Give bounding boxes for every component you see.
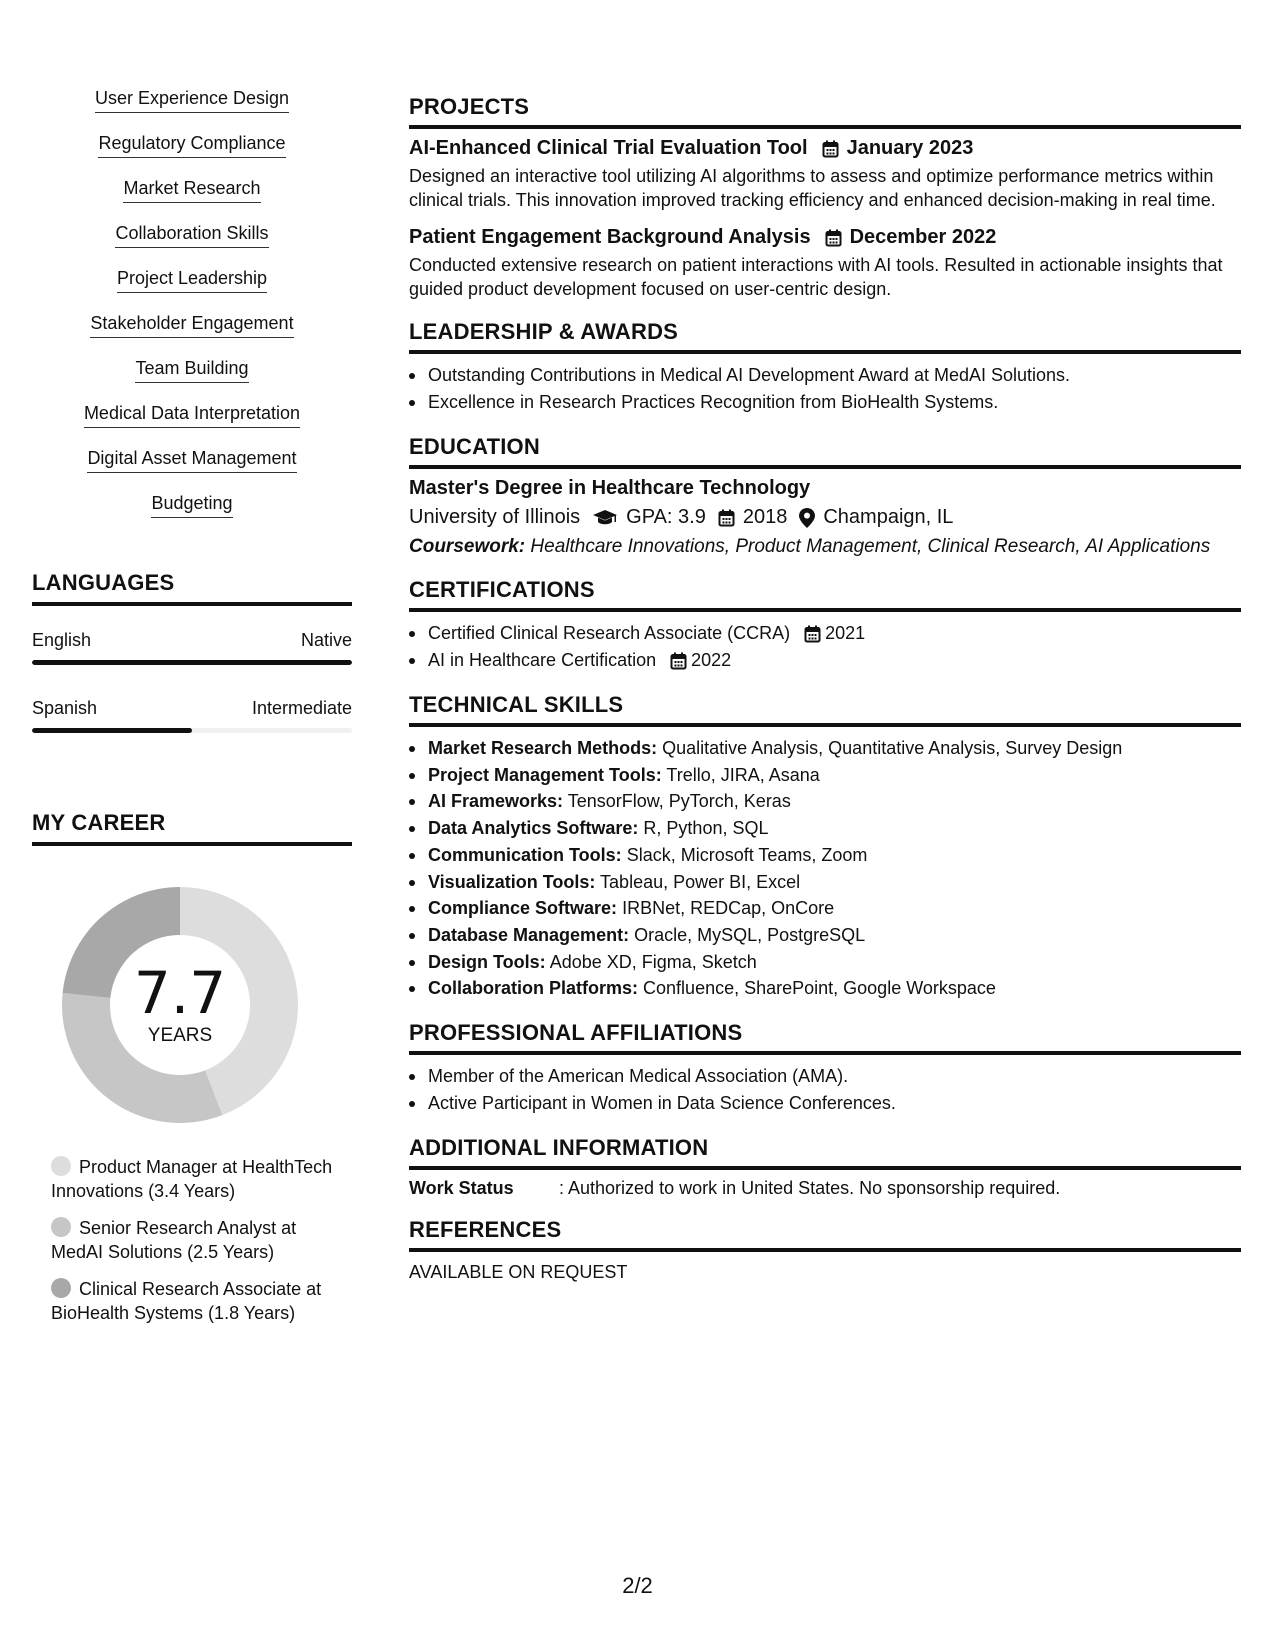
skill-item: Market Research [123,176,260,221]
leadership-list [409,362,1241,416]
affiliations-section [409,1020,1241,1117]
list-item: AI Frameworks: TensorFlow, PyTorch, Keras [409,788,1241,815]
list-item: Member of the American Medical Association (AMA). [409,1063,1241,1090]
left-column [32,86,352,1323]
project-title-row [409,226,1241,249]
project-title-row [409,137,1241,160]
additional-info-section [409,1135,1241,1199]
affiliations-heading: PROFESSIONAL AFFILIATIONS [409,1020,1241,1055]
languages-section [32,570,352,733]
list-item: Communication Tools: Slack, Microsoft Teams, Zoom [409,842,1241,869]
language-proficiency-bar [32,728,352,733]
legend-dot-icon [51,1217,71,1237]
references-text: AVAILABLE ON REQUEST [409,1262,628,1283]
certification-name: Certified Clinical Research Associate (CCRA) [428,623,791,643]
school-name: University of Illinois [409,506,581,528]
project-date: January 2023 [846,137,974,159]
calendar-icon [822,140,839,158]
gpa: GPA: 3.9 [626,506,706,528]
project-title: Patient Engagement Background Analysis [409,226,811,248]
degree-title: Master's Degree in Healthcare Technology [409,477,811,499]
school-location: Champaign, IL [823,506,954,528]
right-column [409,94,1241,1301]
career-legend-item: Product Manager at HealthTech Innovations (3.4 Years) [51,1157,333,1201]
project-date: December 2022 [849,226,997,248]
calendar-icon [670,652,687,670]
language-name: English [32,630,92,650]
list-item: Outstanding Contributions in Medical AI Development Award at MedAI Solutions. [409,362,1241,389]
list-item [409,647,1241,674]
career-legend [51,1155,336,1325]
skill-item: User Experience Design [95,86,289,131]
calendar-icon [804,625,821,643]
list-item: Data Analytics Software: R, Python, SQL [409,815,1241,842]
legend-dot-icon [51,1278,71,1298]
list-item: Excellence in Research Practices Recognition from BioHealth Systems. [409,389,1241,416]
skill-item: Collaboration Skills [115,221,268,266]
career-total-years: 7.7 [133,959,227,1027]
certifications-section [409,577,1241,674]
list-item: Compliance Software: IRBNet, REDCap, OnCore [409,895,1241,922]
project-description: Conducted extensive research on patient interactions with AI tools. Resulted in actionable insights that guided product development focused on user-centric design. [409,255,1223,299]
list-item [409,620,1241,647]
skill-item: Digital Asset Management [87,446,296,491]
legend-dot-icon [51,1156,71,1176]
graduation-cap-icon [592,509,618,527]
calendar-icon [718,509,735,527]
list-item: Market Research Methods: Qualitative Analysis, Quantitative Analysis, Survey Design [409,735,1241,762]
calendar-icon [825,229,842,247]
work-status-label: Work Status [409,1178,514,1199]
affiliations-list [409,1063,1241,1117]
work-status-value: : Authorized to work in United States. No sponsorship required. [559,1178,1061,1199]
education-section [409,434,1241,559]
skill-item: Medical Data Interpretation [84,401,300,446]
list-item: Active Participant in Women in Data Science Conferences. [409,1090,1241,1117]
language-name: Spanish [32,698,98,718]
skill-item: Regulatory Compliance [98,131,285,176]
languages-heading: LANGUAGES [32,570,352,606]
work-status-row [409,1178,1241,1199]
skills-list [32,86,352,536]
skill-item: Project Leadership [117,266,267,311]
coursework-label: Coursework: [409,536,526,557]
technical-skills-list [409,735,1241,1002]
career-section [32,810,352,1338]
skill-item: Budgeting [151,491,232,536]
project-description: Designed an interactive tool utilizing AI algorithms to assess and optimize performance metrics within clinical trials. This innovation improved tracking efficiency and enhanced decision-making in real time. [409,166,1216,210]
certification-year: 2021 [825,623,866,643]
technical-skills-heading: TECHNICAL SKILLS [409,692,1241,727]
additional-info-heading: ADDITIONAL INFORMATION [409,1135,1241,1170]
list-item: Design Tools: Adobe XD, Figma, Sketch [409,949,1241,976]
list-item: Collaboration Platforms: Confluence, SharePoint, Google Workspace [409,975,1241,1002]
language-item [32,630,352,665]
map-pin-icon [799,508,815,528]
references-section [409,1217,1241,1283]
skill-item: Team Building [135,356,248,401]
references-heading: REFERENCES [409,1217,1241,1252]
project-title: AI-Enhanced Clinical Trial Evaluation Tool [409,137,808,159]
page-number: 2/2 [622,1573,653,1598]
certification-year: 2022 [691,650,732,670]
projects-section [409,94,1241,301]
education-meta [409,506,1241,529]
list-item: Visualization Tools: Tableau, Power BI, Excel [409,869,1241,896]
education-heading: EDUCATION [409,434,1241,469]
career-total-unit: YEARS [147,1025,213,1046]
technical-skills-section [409,692,1241,1002]
list-item: Database Management: Oracle, MySQL, PostgreSQL [409,922,1241,949]
language-level: Native [300,630,352,650]
graduation-year: 2018 [742,506,788,528]
language-level: Intermediate [251,698,352,718]
projects-heading: PROJECTS [409,94,1241,129]
career-donut-chart [55,880,305,1130]
career-heading: MY CAREER [32,810,352,846]
career-legend-item: Senior Research Analyst at MedAI Solutions (2.5 Years) [51,1218,297,1262]
certification-name: AI in Healthcare Certification [428,650,657,670]
certifications-heading: CERTIFICATIONS [409,577,1241,612]
leadership-heading: LEADERSHIP & AWARDS [409,319,1241,354]
coursework-list: Healthcare Innovations, Product Management, Clinical Research, AI Applications [530,536,1211,557]
language-proficiency-bar [32,660,352,665]
skill-item: Stakeholder Engagement [90,311,293,356]
certifications-list [409,620,1241,674]
list-item: Project Management Tools: Trello, JIRA, Asana [409,762,1241,789]
language-item [32,698,352,733]
career-legend-item: Clinical Research Associate at BioHealth Systems (1.8 Years) [51,1279,322,1323]
coursework [409,535,1241,559]
leadership-section [409,319,1241,416]
